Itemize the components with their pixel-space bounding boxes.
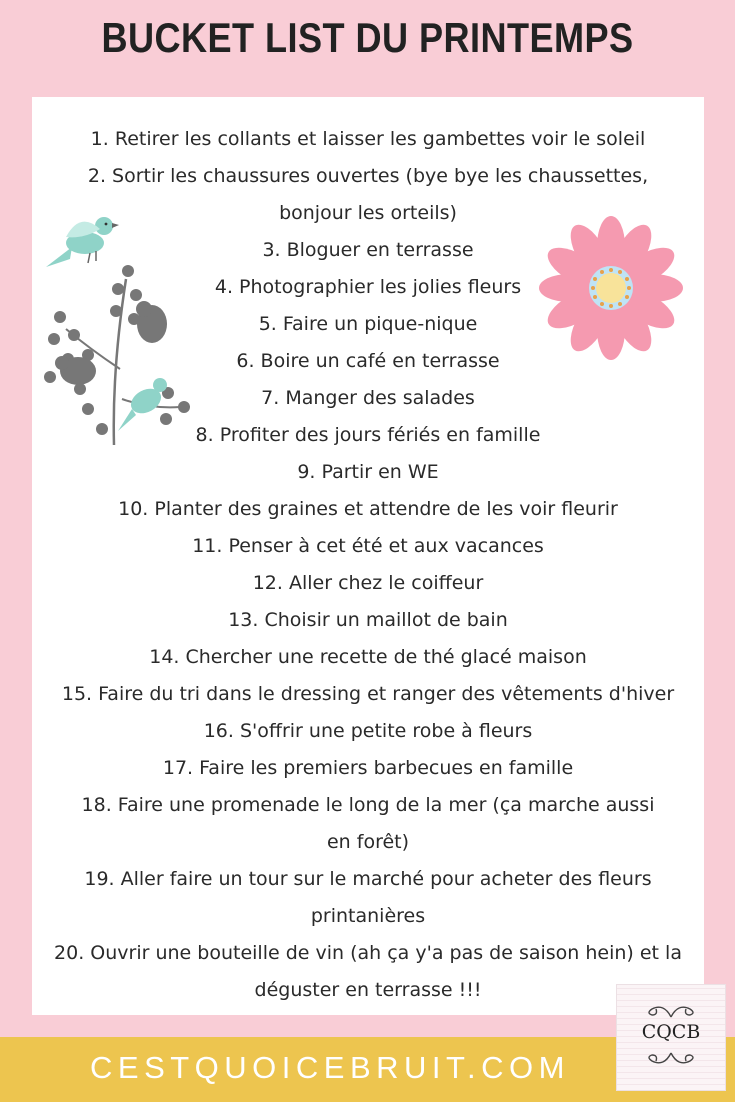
cqcb-logo: [616, 984, 726, 1091]
logo-text: CQCB: [641, 1021, 701, 1043]
list-item: 4. Photographier les jolies fleurs: [214, 276, 522, 298]
list-item: 6. Boire un café en terrasse: [236, 350, 500, 372]
bucket-list-card: [32, 97, 704, 1015]
page-title: BUCKET LIST DU PRINTEMPS: [101, 14, 634, 61]
list-item: 16. S'offrir une petite robe à fleurs: [203, 720, 533, 742]
list-item: 11. Penser à cet été et aux vacances: [192, 535, 544, 557]
list-item: 8. Profiter des jours fériés en famille: [195, 424, 541, 446]
list-item: 20. Ouvrir une bouteille de vin (ah ça y'a pas de saison hein) et la déguster en terrasse !!!: [54, 942, 682, 1001]
flourish-icon: [644, 1051, 698, 1071]
list-item: 17. Faire les premiers barbecues en famille: [162, 757, 574, 779]
list-item: 3. Bloguer en terrasse: [262, 239, 474, 261]
list-item: 5. Faire un pique-nique: [258, 313, 478, 335]
list-item: 1. Retirer les collants et laisser les gambettes voir le soleil: [90, 128, 646, 150]
bucket-list: [32, 121, 704, 1009]
website-url[interactable]: CESTQUOICEBRUIT.COM: [90, 1050, 570, 1085]
list-item: 18. Faire une promenade le long de la mer (ça marche aussi en forêt): [81, 794, 655, 853]
list-item: 10. Planter des graines et attendre de les voir fleurir: [118, 498, 618, 520]
list-item: 14. Chercher une recette de thé glacé maison: [149, 646, 587, 668]
list-item: 13. Choisir un maillot de bain: [228, 609, 508, 631]
flourish-icon: [644, 999, 698, 1019]
list-item: 2. Sortir les chaussures ouvertes (bye bye les chaussettes, bonjour les orteils): [87, 165, 649, 224]
list-item: 12. Aller chez le coiffeur: [252, 572, 484, 594]
list-item: 15. Faire du tri dans le dressing et ranger des vêtements d'hiver: [61, 683, 675, 705]
list-item: 19. Aller faire un tour sur le marché pour acheter des fleurs printanières: [84, 868, 652, 927]
list-item: 9. Partir en WE: [297, 461, 439, 483]
list-item: 7. Manger des salades: [261, 387, 475, 409]
